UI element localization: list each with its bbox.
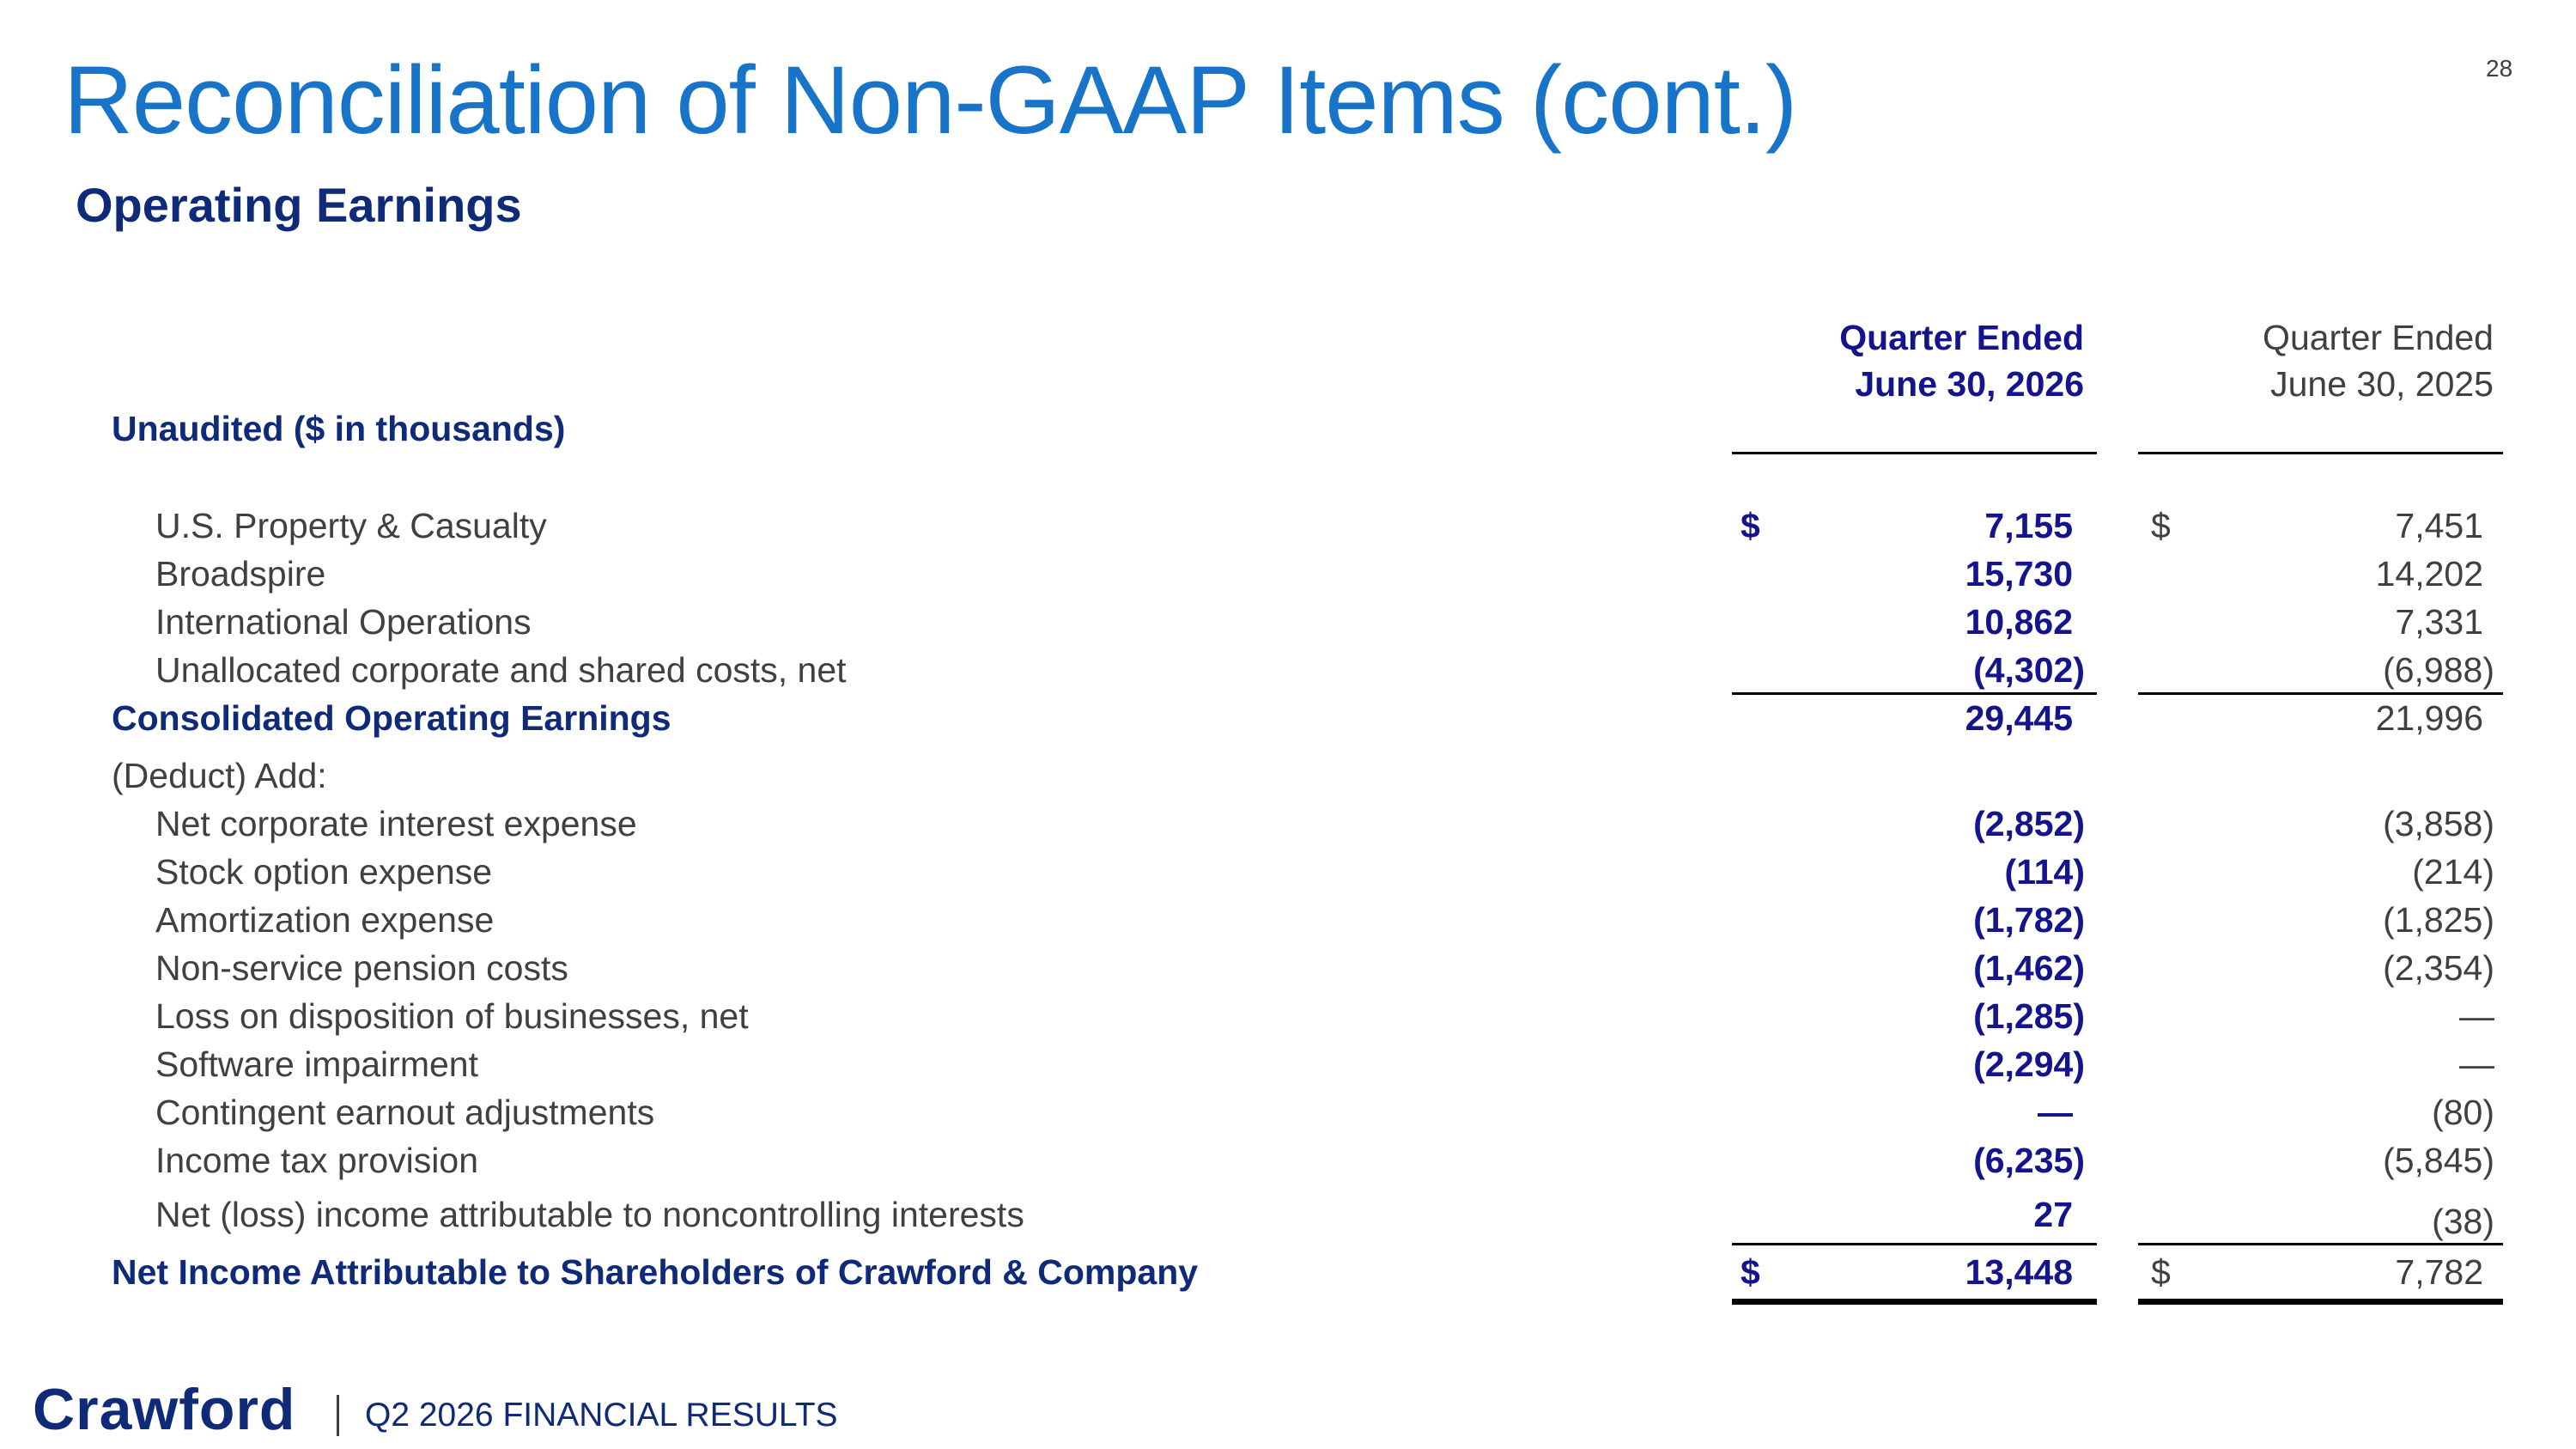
value-current-consolidated-operating-earnings: 29,445 [1965,698,2073,738]
value-current-non-service-pension: (1,462) [1973,948,2085,988]
value-prior-stock-option-expense: (214) [2412,852,2494,892]
page-title: Reconciliation of Non-GAAP Items (cont.) [64,46,1797,154]
value-prior-international-operations: 7,331 [2395,602,2483,642]
column-header-current [1839,314,2084,407]
total-double-rule-prior [2138,1299,2503,1305]
value-current-amortization-expense: (1,782) [1973,900,2085,940]
value-current-software-impairment: (2,294) [1973,1044,2085,1084]
currency-symbol-current: $ [1741,506,1760,545]
value-prior-us-property-casualty: 7,451 [2395,506,2483,545]
column-header-current-line1: Quarter Ended [1839,318,2084,357]
page-number: 28 [2486,55,2513,82]
units-label: Unaudited ($ in thousands) [112,409,566,448]
row-label-us-property-casualty: U.S. Property & Casualty [155,506,547,545]
value-current-noncontrolling-interests: 27 [2033,1195,2073,1234]
value-prior-amortization-expense: (1,825) [2383,900,2494,940]
row-label-loss-on-disposition: Loss on disposition of businesses, net [155,996,749,1036]
value-prior-software-impairment: — [2459,1044,2494,1084]
value-prior-broadspire: 14,202 [2375,554,2483,594]
header-rule-current [1732,452,2097,454]
column-header-current-line2: June 30, 2026 [1855,364,2084,404]
value-current-stock-option-expense: (114) [2004,852,2085,892]
value-current-loss-on-disposition: (1,285) [1973,996,2085,1036]
header-rule-prior [2138,452,2503,454]
row-label-net-income-attributable: Net Income Attributable to Shareholders of Crawford & Company [112,1252,1199,1292]
row-label-net-corporate-interest: Net corporate interest expense [155,804,637,843]
currency-symbol-current-total: $ [1741,1252,1760,1292]
value-prior-noncontrolling-interests: (38) [2432,1202,2494,1241]
value-prior-consolidated-operating-earnings: 21,996 [2375,698,2483,738]
row-label-income-tax-provision: Income tax provision [155,1141,479,1180]
currency-symbol-prior: $ [2151,506,2171,545]
footer-caption: Q2 2026 FINANCIAL RESULTS [365,1397,838,1434]
row-label-amortization-expense: Amortization expense [155,900,495,940]
row-label-consolidated-operating-earnings: Consolidated Operating Earnings [112,698,671,738]
value-current-broadspire: 15,730 [1965,554,2073,594]
value-current-international-operations: 10,862 [1965,602,2073,642]
currency-symbol-prior-total: $ [2151,1252,2171,1292]
row-label-software-impairment: Software impairment [155,1044,478,1084]
value-prior-contingent-earnout: (80) [2432,1093,2494,1132]
row-label-broadspire: Broadspire [155,554,326,594]
section-subtitle: Operating Earnings [76,178,522,232]
value-prior-loss-on-disposition: — [2459,996,2494,1036]
subtotal-rule-prior [2138,692,2503,695]
total-rule-top-current [1732,1243,2097,1245]
value-prior-net-income-attributable: 7,782 [2395,1252,2483,1292]
row-label-non-service-pension: Non-service pension costs [155,948,568,988]
row-label-stock-option-expense: Stock option expense [155,852,493,892]
value-current-income-tax-provision: (6,235) [1973,1141,2085,1180]
total-rule-top-prior [2138,1243,2503,1245]
value-current-us-property-casualty: 7,155 [1984,506,2073,545]
row-label-noncontrolling-interests: Net (loss) income attributable to noncontrolling interests [155,1195,1024,1234]
column-header-prior-line1: Quarter Ended [2263,318,2494,357]
footer-divider [337,1395,339,1436]
row-label-international-operations: International Operations [155,602,532,642]
subtotal-rule-current [1732,692,2097,695]
row-label-deduct-add: (Deduct) Add: [112,756,327,795]
column-header-prior [2263,314,2494,407]
value-current-net-income-attributable: 13,448 [1965,1252,2073,1292]
crawford-logo: Crawford [33,1377,296,1442]
column-header-prior-line2: June 30, 2025 [2270,364,2494,404]
value-prior-net-corporate-interest: (3,858) [2383,804,2494,843]
value-prior-non-service-pension: (2,354) [2383,948,2494,988]
total-double-rule-current [1732,1299,2097,1305]
row-label-contingent-earnout: Contingent earnout adjustments [155,1093,655,1132]
value-prior-income-tax-provision: (5,845) [2383,1141,2494,1180]
row-label-unallocated-costs: Unallocated corporate and shared costs, net [155,650,847,690]
value-prior-unallocated-costs: (6,988) [2383,650,2494,690]
value-current-net-corporate-interest: (2,852) [1973,804,2085,843]
value-current-unallocated-costs: (4,302) [1973,650,2085,690]
value-current-contingent-earnout: — [2038,1093,2073,1132]
